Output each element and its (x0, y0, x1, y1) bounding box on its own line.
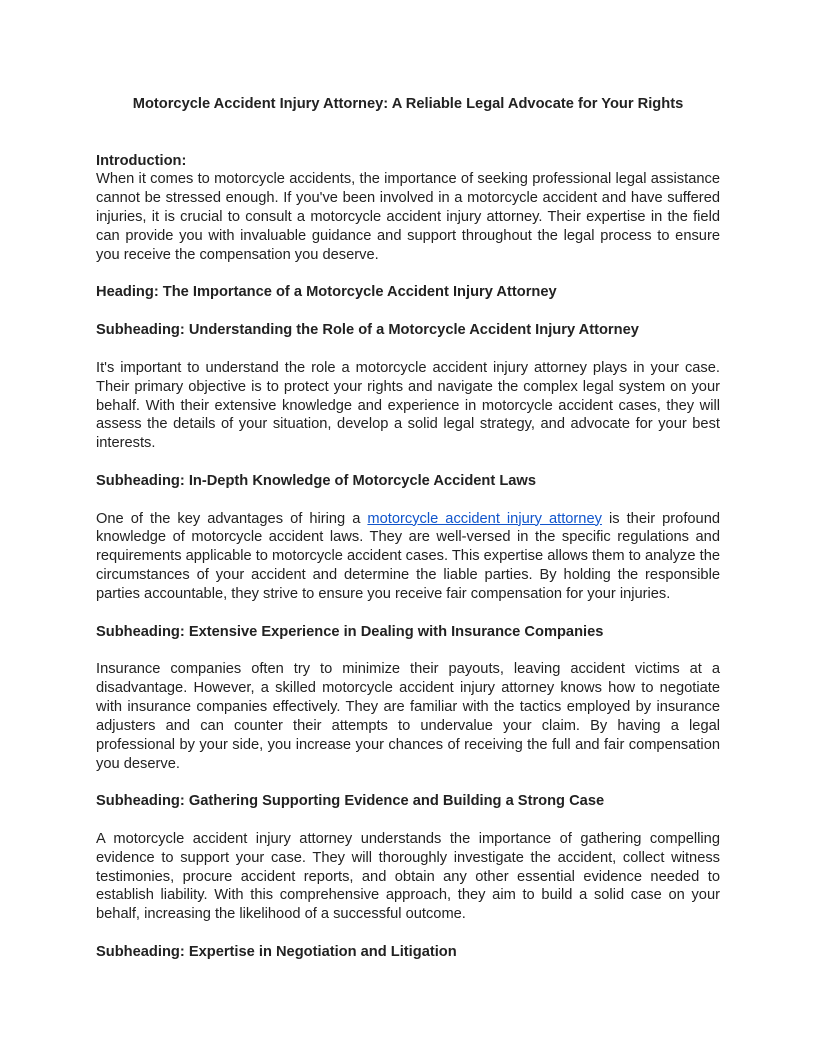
subheading: Subheading: Gathering Supporting Evidence and Building a Strong Case (96, 793, 605, 810)
intro-paragraph: When it comes to motorcycle accidents, the importance of seeking professional legal assistance cannot be stressed enough. If you've been involved in a motorcycle accident and have suffered injuries, it is crucial to consult a motorcycle accident injury attorney. Their expertise in the field can provide you with invaluable guidance and support throughout the legal process to ensure you receive the compensation you deserve. (96, 171, 720, 263)
document-title: Motorcycle Accident Injury Attorney: A Reliable Legal Advocate for Your Rights (132, 96, 684, 112)
section-paragraph: A motorcycle accident injury attorney understands the importance of gathering compelling evidence to support your case. They will thoroughly investigate the accident, collect witness testimonies, procure accident reports, and obtain any other essential evidence needed to establish liability. With this comprehensive approach, they aim to build a solid case on your behalf, increasing the likelihood of a successful outcome. (96, 830, 720, 923)
document-page (96, 95, 720, 962)
attorney-link[interactable]: motorcycle accident injury attorney (367, 510, 602, 527)
subheading: Subheading: Understanding the Role of a Motorcycle Accident Injury Attorney (96, 322, 639, 339)
paragraph-text: One of the key advantages of hiring a (96, 510, 368, 527)
paragraph-text: is their profound knowledge of motorcycle accident laws. They are well-versed in the specific regulations and requirements applicable to motorcycle accident cases. This expertise allows them to analyze the circumstances of your accident and determine the liable parties. By holding the responsible parties accountable, they strive to ensure you receive fair compensation for your injuries. (96, 510, 720, 602)
subheading: Subheading: Extensive Experience in Dealing with Insurance Companies (96, 623, 604, 640)
subheading: Subheading: Expertise in Negotiation and Litigation (96, 943, 457, 960)
section-paragraph (96, 510, 720, 604)
main-heading: Heading: The Importance of a Motorcycle Accident Injury Attorney (96, 284, 557, 301)
subheading: Subheading: In-Depth Knowledge of Motorcycle Accident Laws (96, 472, 536, 489)
section-paragraph: It's important to understand the role a motorcycle accident injury attorney plays in your case. Their primary objective is to protect your rights and navigate the complex legal system on your behalf. With their extensive knowledge and experience in motorcycle accident cases, they will assess the details of your situation, develop a solid legal strategy, and advocate for your best interests. (96, 359, 720, 452)
intro-label: Introduction: (96, 152, 187, 169)
section-paragraph: Insurance companies often try to minimize their payouts, leaving accident victims at a disadvantage. However, a skilled motorcycle accident injury attorney knows how to negotiate with insurance companies effectively. They are familiar with the tactics employed by insurance adjusters and can counter their attempts to undervalue your claim. By having a legal professional by your side, you increase your chances of receiving the full and fair compensation you deserve. (96, 661, 720, 772)
